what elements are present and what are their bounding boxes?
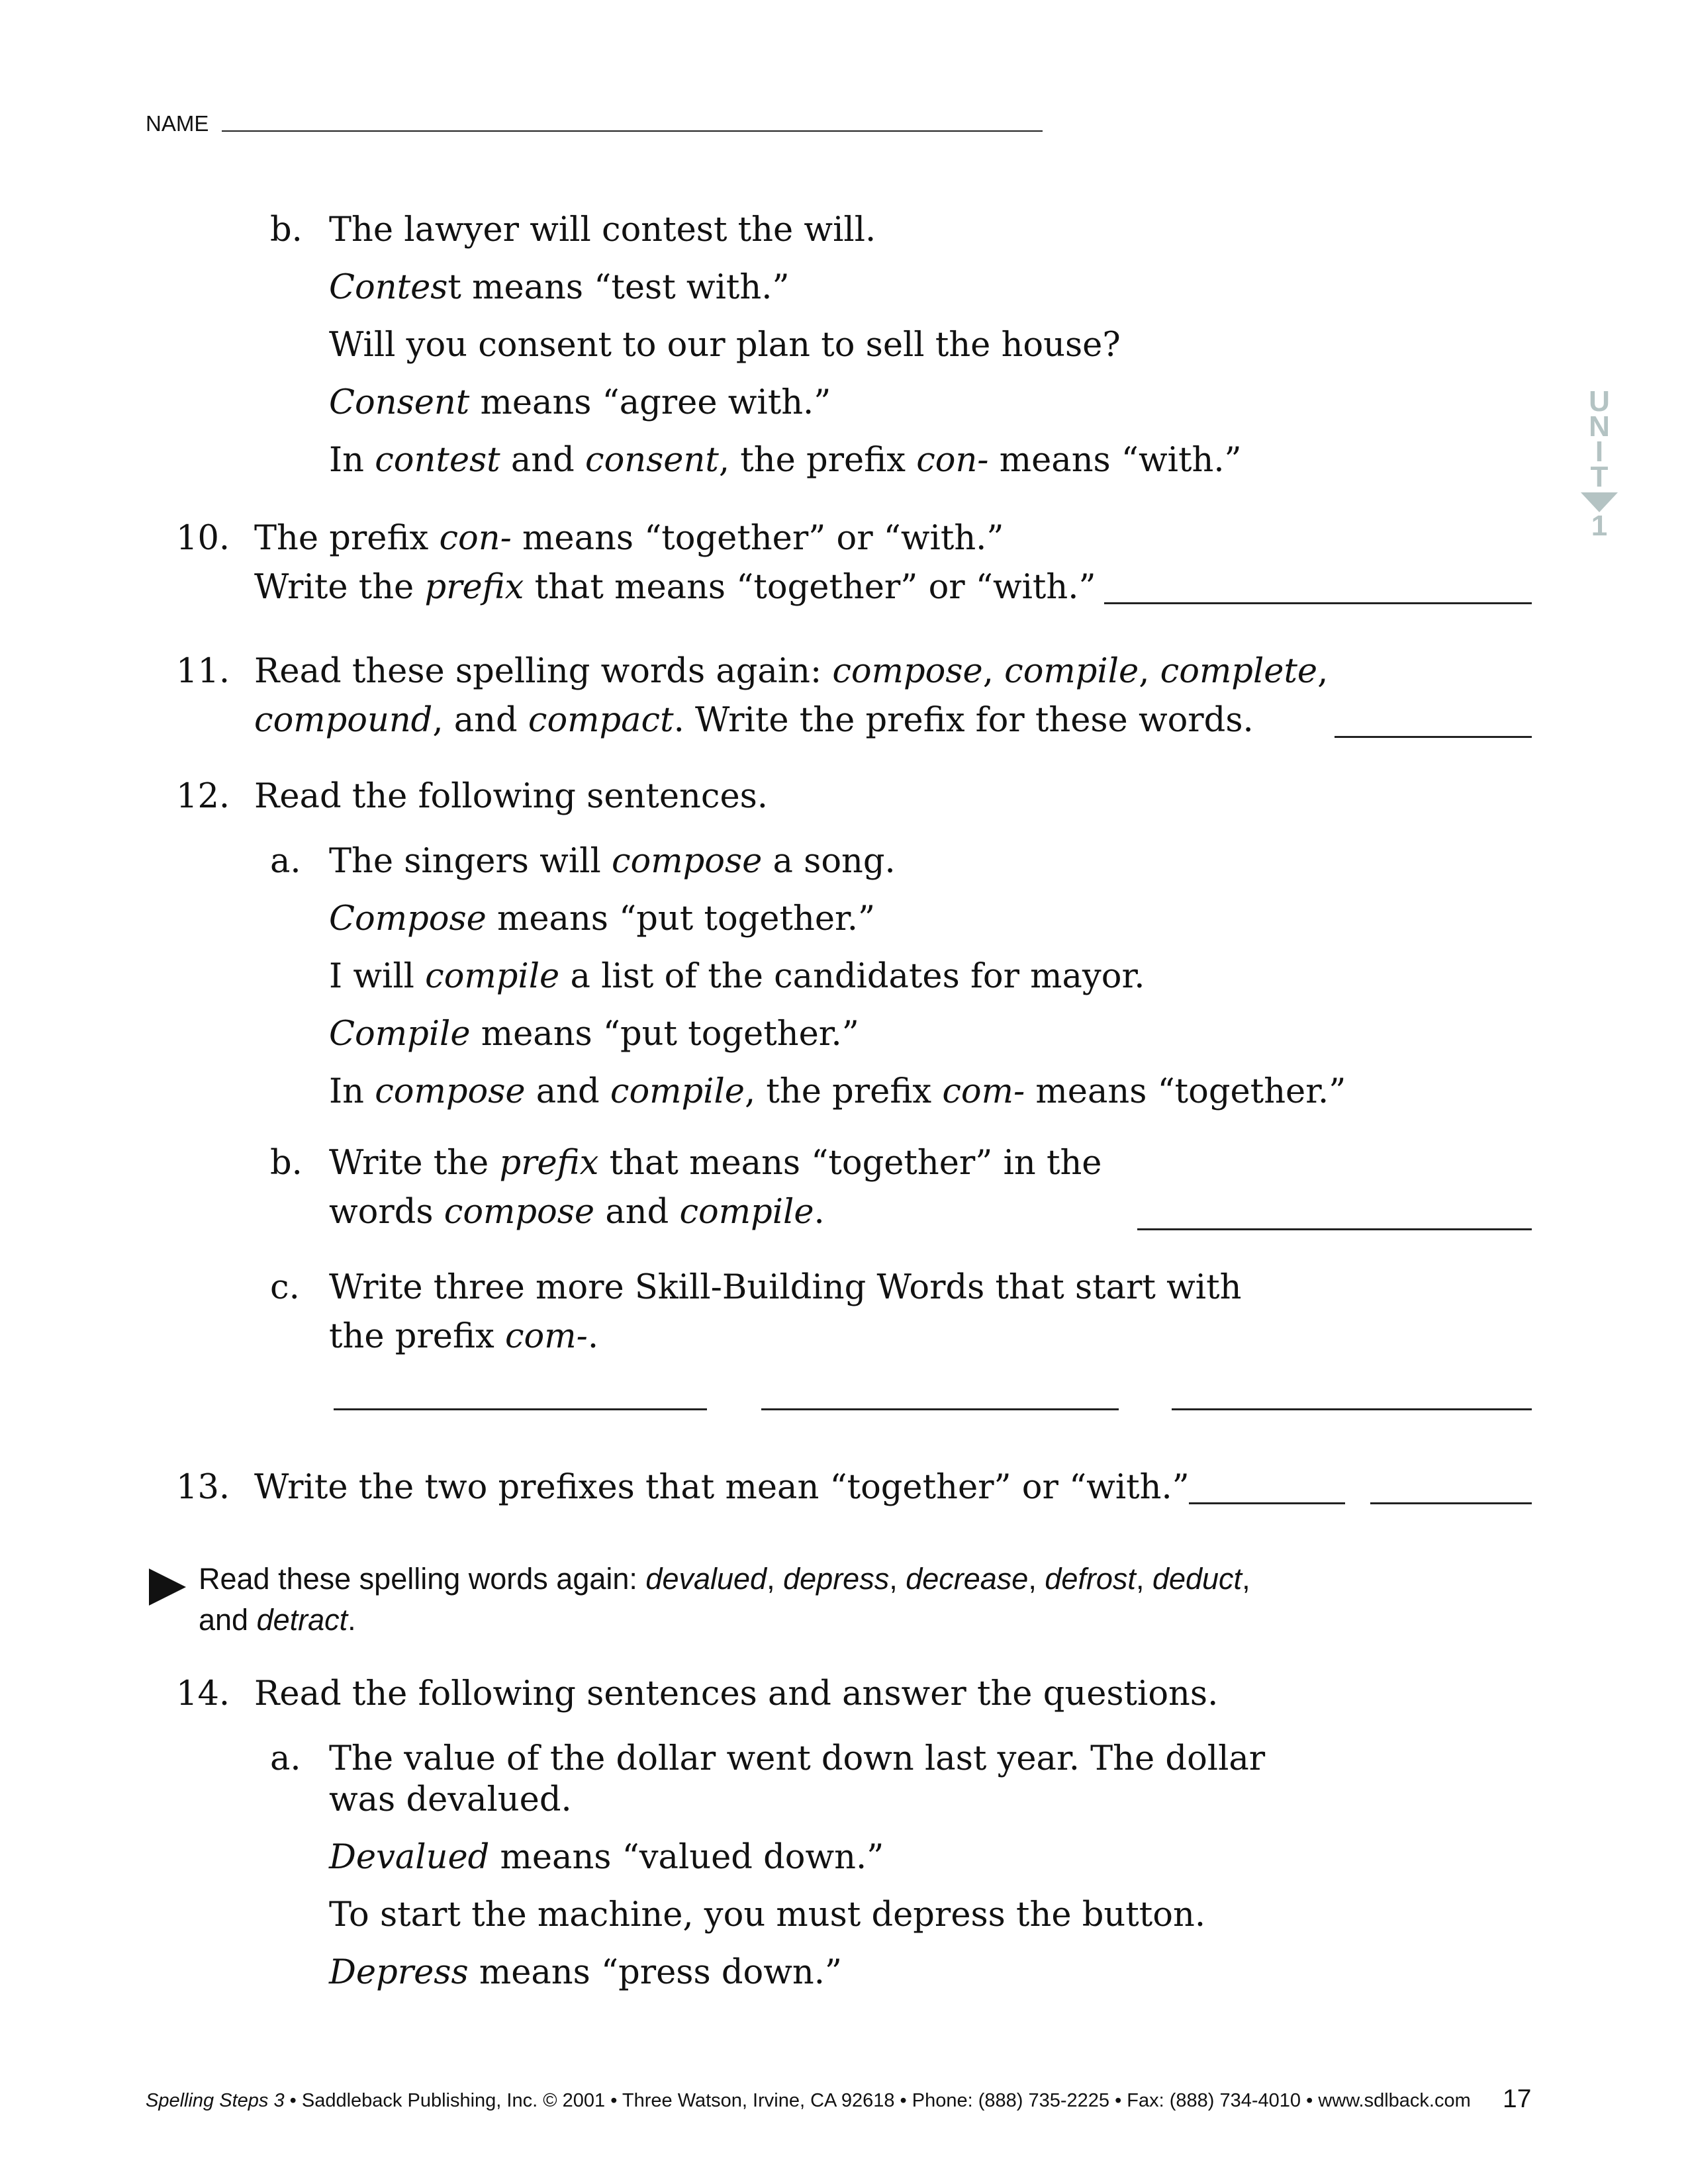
item-12-intro: Read the following sentences. — [254, 777, 769, 816]
item-12a-line-3: I will compile a list of the candidates for mayor. — [329, 957, 1145, 996]
item-14a-line-4: To start the machine, you must depress the button. — [329, 1895, 1206, 1934]
answer-blank-12b[interactable] — [1137, 1228, 1532, 1230]
item-11-line-1: Read these spelling words again: compose, compile, complete, — [254, 652, 1329, 691]
name-blank-line[interactable] — [222, 130, 1043, 132]
item-12a-line-4: Compile means “put together.” — [329, 1015, 859, 1054]
item-14a-marker: a. — [270, 1739, 301, 1778]
item-9b-marker: b. — [270, 210, 303, 250]
item-12b-line-1: Write the prefix that means “together” in the — [329, 1144, 1102, 1183]
item-13-text: Write the two prefixes that mean “together” or “with.” — [254, 1468, 1190, 1507]
unit-number: 1 — [1591, 510, 1608, 542]
item-9b-line-4: Consent means “agree with.” — [329, 383, 831, 422]
item-14-number: 14. — [176, 1674, 230, 1713]
item-12c-line-2: the prefix com-. — [329, 1317, 599, 1356]
item-14a-line-1: The value of the dollar went down last year. The dollar — [329, 1739, 1266, 1778]
note-line-1: Read these spelling words again: devalued, depress, decrease, defrost, deduct, — [199, 1562, 1250, 1596]
footer-credits: Spelling Steps 3 • Saddleback Publishing, Inc. © 2001 • Three Watson, Irvine, CA 92618 • Phone: (888) 735-2225 • Fax: (888) 734-4010 • www.sdlback.com — [146, 2090, 1471, 2111]
name-label: NAME — [146, 111, 209, 136]
item-12a-line-2: Compose means “put together.” — [329, 899, 876, 938]
item-9b-line-1: The lawyer will contest the will. — [329, 210, 876, 250]
item-9b-line-2: Contest means “test with.” — [329, 268, 790, 307]
page-number: 17 — [1503, 2085, 1532, 2113]
answer-blank-12c-2[interactable] — [761, 1408, 1119, 1410]
item-12b-marker: b. — [270, 1144, 303, 1183]
item-12a-line-1: The singers will compose a song. — [329, 842, 896, 881]
answer-blank-12c-3[interactable] — [1172, 1408, 1532, 1410]
item-12c-line-1: Write three more Skill-Building Words that start with — [329, 1268, 1242, 1307]
answer-blank-11[interactable] — [1335, 736, 1532, 738]
item-14a-line-2: was devalued. — [329, 1780, 572, 1819]
answer-blank-13-1[interactable] — [1189, 1502, 1345, 1504]
item-12a-line-5: In compose and compile, the prefix com- means “together.” — [329, 1072, 1346, 1111]
item-9b-line-5: In contest and consent, the prefix con- means “with.” — [329, 441, 1242, 480]
answer-blank-12c-1[interactable] — [334, 1408, 707, 1410]
item-14a-line-3: Devalued means “valued down.” — [329, 1838, 884, 1877]
item-10-number: 10. — [176, 519, 230, 558]
item-12c-marker: c. — [270, 1268, 300, 1307]
item-13-number: 13. — [176, 1468, 230, 1507]
item-11-line-2: compound, and compact. Write the prefix for these words. — [254, 701, 1254, 740]
item-14-intro: Read the following sentences and answer the questions. — [254, 1674, 1219, 1713]
item-12b-line-2: words compose and compile. — [329, 1193, 825, 1232]
unit-letter-n: N — [1589, 410, 1610, 443]
unit-letter-u: U — [1589, 385, 1610, 418]
answer-blank-10[interactable] — [1104, 602, 1532, 604]
item-10-line-1: The prefix con- means “together” or “with.” — [254, 519, 1004, 558]
item-14a-line-5: Depress means “press down.” — [329, 1953, 842, 1992]
note-line-2: and detract. — [199, 1603, 356, 1637]
item-12a-marker: a. — [270, 842, 301, 881]
item-11-number: 11. — [176, 652, 230, 691]
answer-blank-13-2[interactable] — [1370, 1502, 1532, 1504]
unit-letter-t: T — [1590, 461, 1609, 493]
item-9b-line-3: Will you consent to our plan to sell the house? — [329, 326, 1121, 365]
unit-tab — [1575, 385, 1623, 542]
item-10-line-2: Write the prefix that means “together” or “with.” — [254, 568, 1096, 607]
item-12-number: 12. — [176, 777, 230, 816]
unit-letter-i: I — [1595, 435, 1604, 468]
arrow-pointer-icon — [149, 1569, 186, 1606]
